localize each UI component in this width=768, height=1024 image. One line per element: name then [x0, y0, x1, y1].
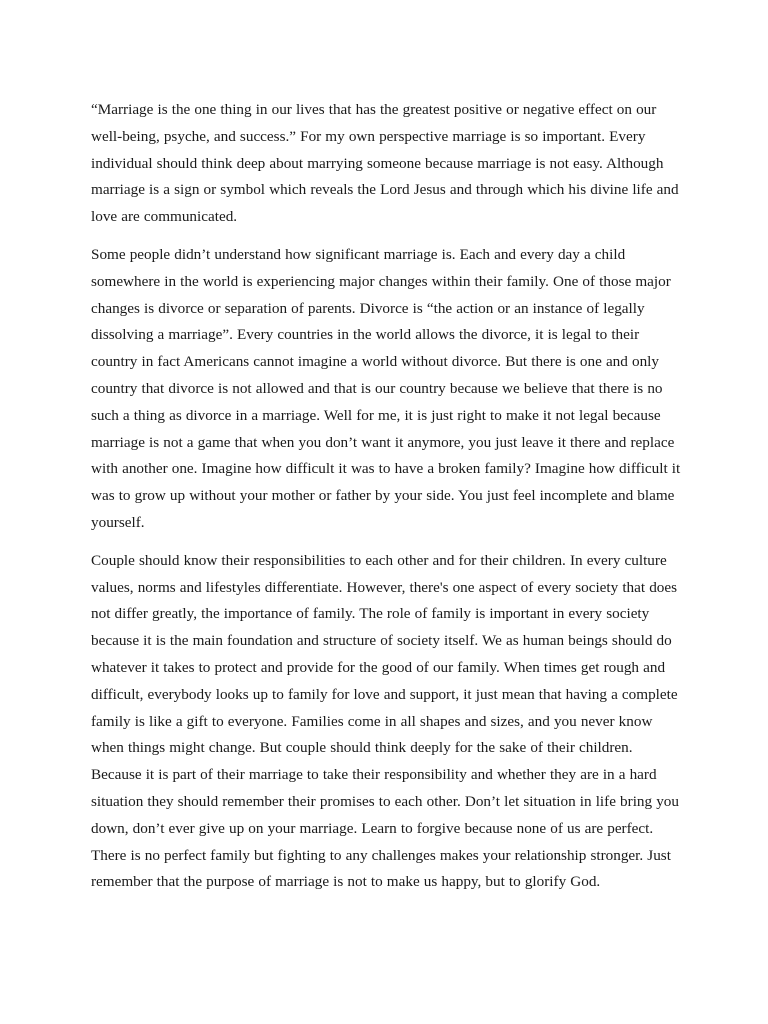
paragraph-3: Couple should know their responsibilities to each other and for their children. In every culture values, norms and lifestyles differentiate. However, there's one aspect of every society that does not differ greatly, the importance of family. The role of family is important in every society because it is the main foundation and structure of society itself. We as human beings should do whatever it takes to protect and provide for the good of our family. When times get rough and difficult, everybody looks up to family for love and support, it just mean that having a complete family is like a gift to everyone. Families come in all shapes and sizes, and you never know when things might change. But couple should think deeply for the sake of their children. Because it is part of their marriage to take their responsibility and whether they are in a hard situation they should remember their promises to each other. Don’t let situation in life bring you down, don’t ever give up on your marriage. Learn to forgive because none of us are perfect. There is no perfect family but fighting to any challenges makes your relationship stronger. Just remember that the purpose of marriage is not to make us happy, but to glorify God. [91, 551, 679, 891]
paragraph-1: “Marriage is the one thing in our lives that has the greatest positive or negative effect on our well-being, psyche, and success.” For my own perspective marriage is so important. Every individual should think deep about marrying someone because marriage is not easy. Although marriage is a sign or symbol which reveals the Lord Jesus and through which his divine life and love are communicated. [91, 101, 679, 226]
paragraph-2: Some people didn’t understand how significant marriage is. Each and every day a child somewhere in the world is experiencing major changes within their family. One of those major changes is divorce or separation of parents. Divorce is “the action or an instance of legally dissolving a marriage”. Every countries in the world allows the divorce, it is legal to their country in fact Americans cannot imagine a world without divorce. But there is one and only country that divorce is not allowed and that is our country because we believe that there is no such a thing as divorce in a marriage. Well for me, it is just right to make it not legal because marriage is not a game that when you don’t want it anymore, you just leave it there and replace with another one. Imagine how difficult it was to have a broken family? Imagine how difficult it was to grow up without your mother or father by your side. You just feel incomplete and blame yourself. [91, 245, 681, 531]
